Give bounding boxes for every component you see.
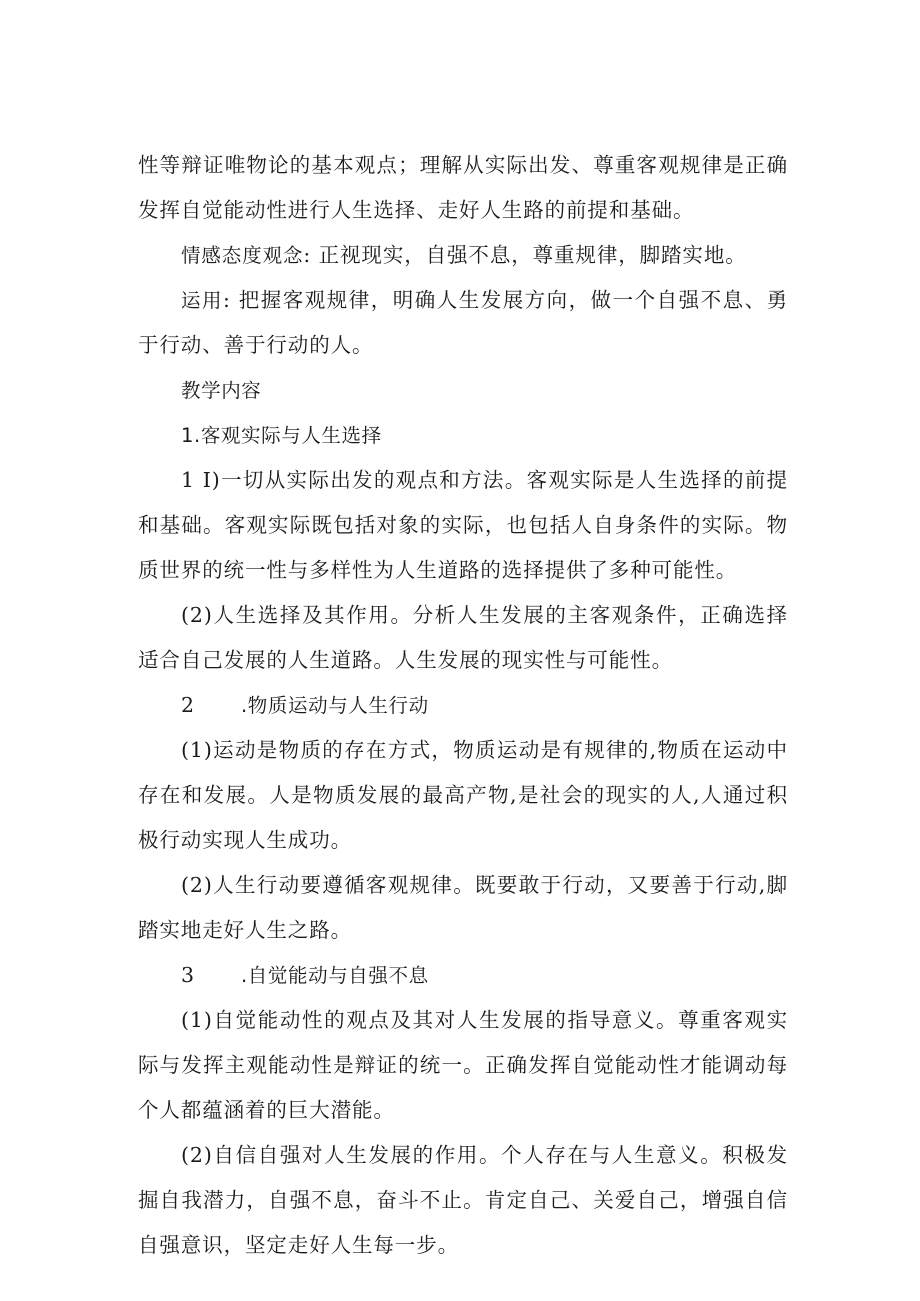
section-title: .物质运动与人生行动 [241,694,429,717]
application-paragraph [138,278,788,368]
emotion-attitude-paragraph [138,233,788,278]
teaching-content-heading: 教学内容 [181,379,262,402]
section-3-item-1: (1)自觉能动性的观点及其对人生发展的指导意义。尊重客观实际与发挥主观能动性是辩证的统一。正确发挥自觉能动性才能调动每个人都蕴涵着的巨大潜能。 [138,1008,788,1122]
emotion-attitude-label: 情感态度观念 [181,244,304,267]
section-3-item-2: (2)自信自强对人生发展的作用。个人存在与人生意义。积极发掘自我潜力，自强不息，奋斗不止。肯定自己、关爱自己，增强自信自强意识，坚定走好人生每一步。 [138,1143,788,1257]
section-2-item-1: (1)运动是物质的存在方式，物质运动是有规律的,物质在运动中存在和发展。人是物质发展的最高产物,是社会的现实的人,人通过积极行动实现人生成功。 [138,738,788,852]
section-title: .客观实际与人生选择 [194,424,382,447]
section-number: 3 [181,963,195,987]
section-title: .自觉能动与自强不息 [241,964,429,987]
section-1-item-2: (2)人生选择及其作用。分析人生发展的主客观条件，正确选择适合自己发展的人生道路。人生发展的现实性与可能性。 [138,603,788,672]
section-number: 1 [181,424,195,447]
section-heading-2 [138,683,788,728]
section-2-item-2: (2)人生行动要遵循客观规律。既要敢于行动，又要善于行动,脚踏实地走好人生之路。 [138,873,788,942]
intro-continuation-paragraph: 性等辩证唯物论的基本观点；理解从实际出发、尊重客观规律是正确发挥自觉能动性进行人生选择、走好人生路的前提和基础。 [138,153,788,222]
emotion-attitude-text: : 正视现实，自强不息，尊重规律，脚踏实地。 [303,243,747,267]
section-heading-3 [138,953,788,998]
document-page [138,143,788,1268]
section-1-item-1: 1 I)一切从实际出发的观点和方法。客观实际是人生选择的前提和基础。客观实际既包括对象的实际，也包括人自身条件的实际。物质世界的统一性与多样性为人生道路的选择提供了多种可能性。 [138,468,788,582]
section-heading-1 [138,413,788,458]
section-number: 2 [181,693,195,717]
application-label: 运用 [181,289,223,312]
application-text: : 把握客观规律，明确人生发展方向，做一个自强不息、勇于行动、善于行动的人。 [138,288,788,357]
